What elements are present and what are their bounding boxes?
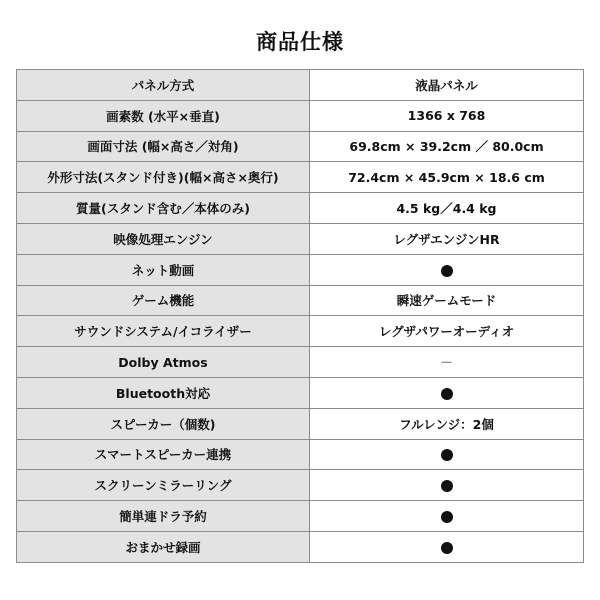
table-row [17, 162, 584, 193]
supported-dot-icon [441, 265, 453, 277]
spec-value: 4.5 kg／4.4 kg [310, 193, 584, 224]
spec-label: スピーカー（個数) [17, 408, 310, 439]
table-row [17, 470, 584, 501]
spec-value [310, 439, 584, 470]
spec-value [310, 470, 584, 501]
spec-label: ネット動画 [17, 254, 310, 285]
table-row [17, 254, 584, 285]
spec-value: － [310, 347, 584, 378]
spec-label: パネル方式 [17, 70, 310, 101]
spec-label: スマートスピーカー連携 [17, 439, 310, 470]
supported-dot-icon [441, 511, 453, 523]
spec-label: 画素数 (水平×垂直) [17, 100, 310, 131]
spec-value: 液晶パネル [310, 70, 584, 101]
spec-table-body [17, 70, 584, 563]
supported-dot-icon [441, 388, 453, 400]
supported-dot-icon [441, 480, 453, 492]
table-row [17, 439, 584, 470]
spec-label: Bluetooth対応 [17, 377, 310, 408]
table-row [17, 531, 584, 562]
spec-value: 72.4cm × 45.9cm × 18.6 cm [310, 162, 584, 193]
spec-value [310, 377, 584, 408]
table-row [17, 223, 584, 254]
table-row [17, 100, 584, 131]
spec-label: 簡単連ドラ予約 [17, 501, 310, 532]
spec-value: 瞬速ゲームモード [310, 285, 584, 316]
spec-value [310, 531, 584, 562]
spec-label: 質量(スタンド含む／本体のみ) [17, 193, 310, 224]
spec-label: おまかせ録画 [17, 531, 310, 562]
table-row [17, 347, 584, 378]
spec-table [16, 69, 584, 563]
spec-label: 映像処理エンジン [17, 223, 310, 254]
spec-label: 外形寸法(スタンド付き)(幅×高さ×奥行) [17, 162, 310, 193]
page-title: 商品仕様 [256, 30, 344, 54]
table-row [17, 193, 584, 224]
spec-value: 1366 x 768 [310, 100, 584, 131]
supported-dot-icon [441, 449, 453, 461]
table-row [17, 70, 584, 101]
spec-label: Dolby Atmos [17, 347, 310, 378]
table-row [17, 285, 584, 316]
table-row [17, 131, 584, 162]
spec-value: フルレンジ：2個 [310, 408, 584, 439]
spec-label: ゲーム機能 [17, 285, 310, 316]
spec-value: レグザエンジンHR [310, 223, 584, 254]
table-row [17, 408, 584, 439]
spec-value: 69.8cm × 39.2cm ／ 80.0cm [310, 131, 584, 162]
spec-value [310, 501, 584, 532]
spec-value [310, 254, 584, 285]
spec-label: サウンドシステム/イコライザー [17, 316, 310, 347]
table-row [17, 501, 584, 532]
spec-label: 画面寸法 (幅×高さ／対角) [17, 131, 310, 162]
table-row [17, 377, 584, 408]
spec-label: スクリーンミラーリング [17, 470, 310, 501]
spec-value: レグザパワーオーディオ [310, 316, 584, 347]
table-row [17, 316, 584, 347]
supported-dot-icon [441, 542, 453, 554]
